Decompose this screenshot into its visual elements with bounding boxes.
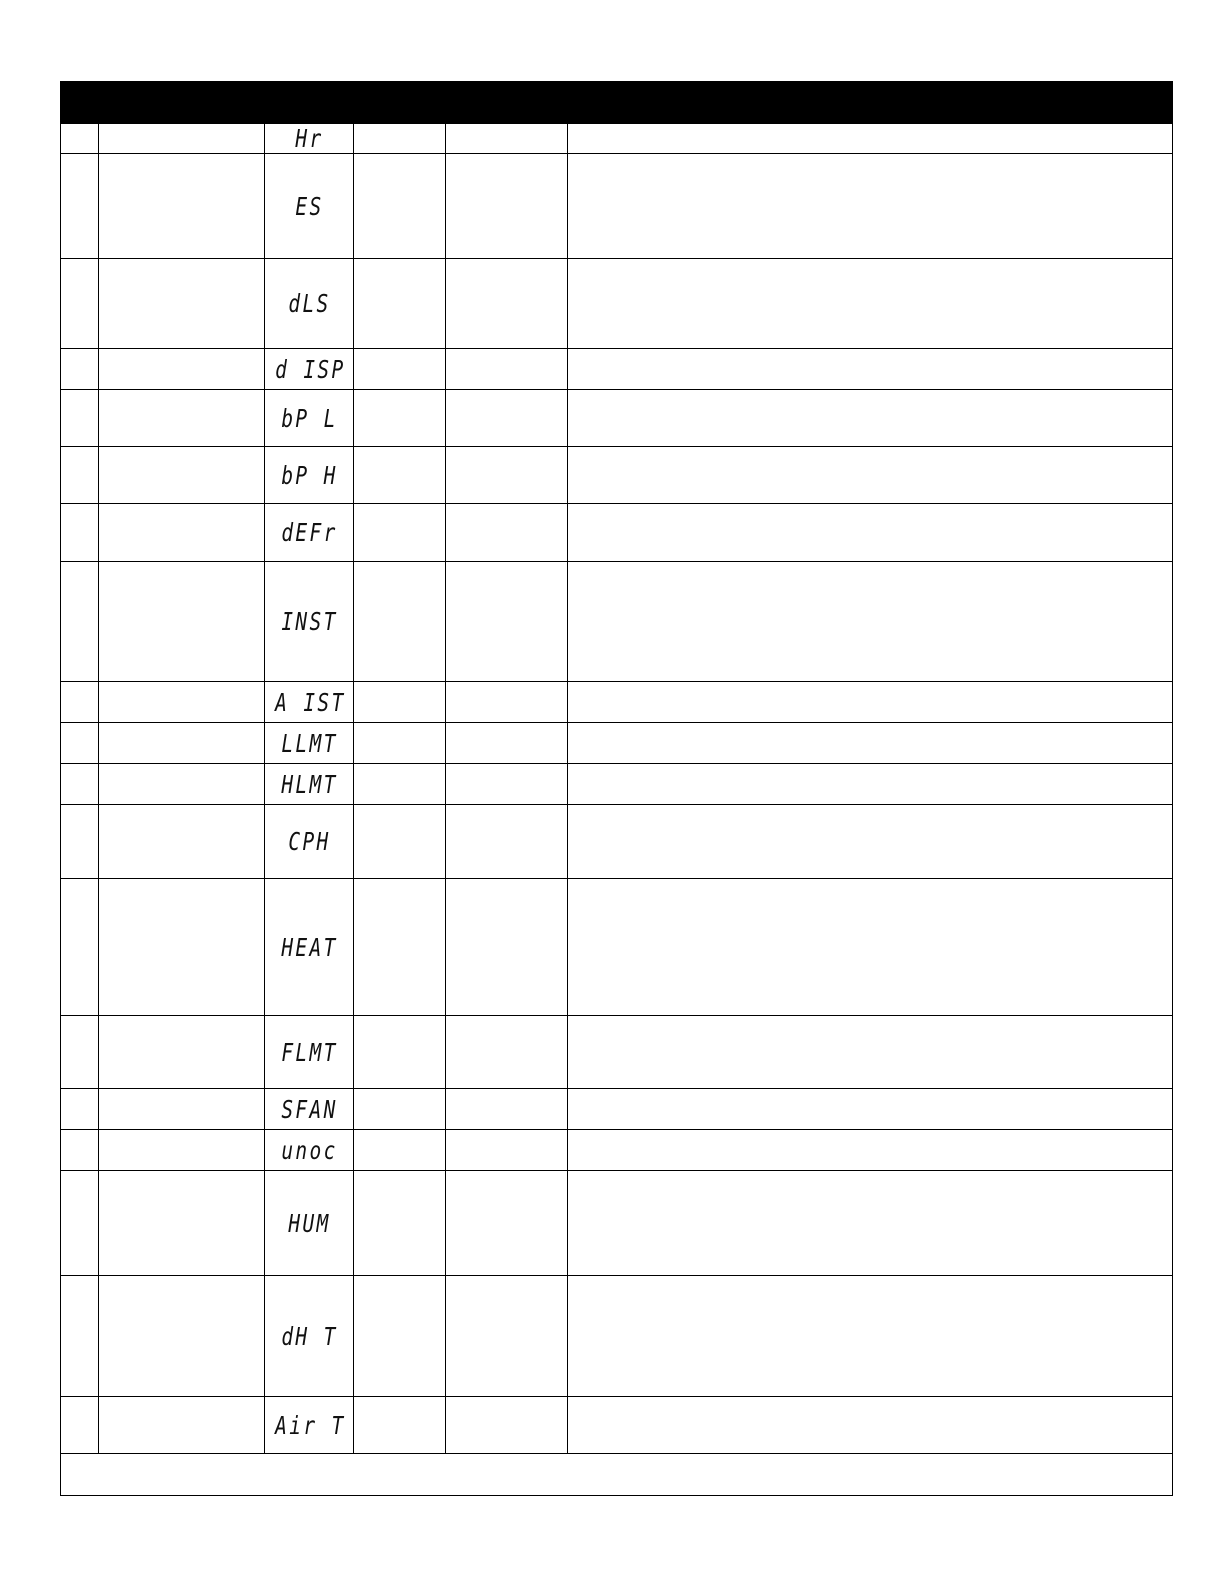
table-row xyxy=(61,723,1173,764)
lcd-display-code: dLS xyxy=(274,259,343,349)
lcd-display-code: CPH xyxy=(274,805,343,879)
table-row xyxy=(61,1397,1173,1454)
table-row xyxy=(61,1276,1173,1397)
lcd-display-code: dEFr xyxy=(274,504,343,562)
table-row xyxy=(61,1016,1173,1089)
table-footer-row xyxy=(61,1454,1173,1496)
lcd-display-code: FLMT xyxy=(274,1016,343,1089)
lcd-display-code: Hr xyxy=(274,124,343,154)
table-row xyxy=(61,447,1173,504)
table-row xyxy=(61,154,1173,259)
lcd-display-code: Air T xyxy=(274,1397,343,1454)
table-row xyxy=(61,682,1173,723)
table-row xyxy=(61,805,1173,879)
lcd-display-code: HLMT xyxy=(274,764,343,805)
table-row xyxy=(61,562,1173,682)
table-row xyxy=(61,1130,1173,1171)
lcd-display-code: bP L xyxy=(274,390,343,447)
lcd-display-code: dH T xyxy=(274,1276,343,1397)
table-row xyxy=(61,349,1173,390)
lcd-display-code: A IST xyxy=(274,682,343,723)
parameter-table xyxy=(60,81,1173,1496)
lcd-display-code: ES xyxy=(274,154,343,259)
lcd-display-code: d ISP xyxy=(274,349,343,390)
table-row xyxy=(61,259,1173,349)
lcd-display-code: bP H xyxy=(274,447,343,504)
table-row xyxy=(61,879,1173,1016)
table-row xyxy=(61,1171,1173,1276)
table-row xyxy=(61,764,1173,805)
lcd-display-code: INST xyxy=(274,562,343,682)
lcd-display-code: unoc xyxy=(274,1130,343,1171)
table-row xyxy=(61,1089,1173,1130)
lcd-display-code: SFAN xyxy=(274,1089,343,1130)
lcd-display-code: HUM xyxy=(274,1171,343,1276)
lcd-display-code: HEAT xyxy=(274,879,343,1016)
table-row xyxy=(61,390,1173,447)
table-row xyxy=(61,504,1173,562)
table-row xyxy=(61,124,1173,154)
lcd-display-code: LLMT xyxy=(274,723,343,764)
table-header-bar xyxy=(61,82,1173,124)
